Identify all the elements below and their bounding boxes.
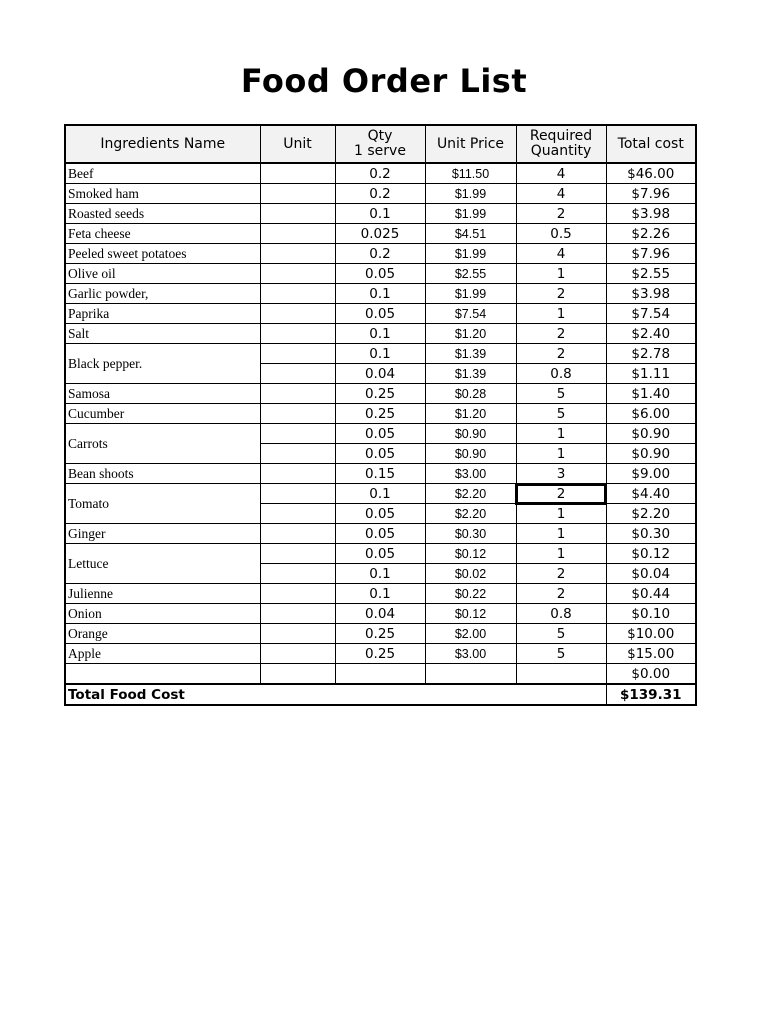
unit-price-cell[interactable]: $1.20 (425, 324, 516, 344)
table-row (65, 384, 696, 404)
qty-per-serve-cell[interactable]: 0.05 (335, 424, 425, 444)
unit-cell[interactable] (260, 344, 335, 364)
total-cost-cell[interactable]: $2.40 (606, 324, 696, 344)
unit-cell[interactable] (260, 604, 335, 624)
total-cost-cell[interactable]: $0.90 (606, 424, 696, 444)
unit-price-cell[interactable] (425, 664, 516, 685)
header-ingredients-name[interactable]: Ingredients Name (65, 125, 260, 163)
header-required-quantity[interactable] (516, 125, 606, 163)
unit-price-cell[interactable]: $1.39 (425, 344, 516, 364)
unit-price-cell[interactable]: $2.00 (425, 624, 516, 644)
header-total-cost[interactable]: Total cost (606, 125, 696, 163)
table-row (65, 404, 696, 424)
ingredient-name-cell[interactable]: Peeled sweet potatoes (65, 244, 260, 264)
unit-price-cell[interactable]: $7.54 (425, 304, 516, 324)
ingredient-name-cell[interactable] (65, 664, 260, 685)
required-quantity-cell[interactable]: 4 (516, 184, 606, 204)
table-row (65, 544, 696, 564)
required-quantity-cell[interactable]: 1 (516, 424, 606, 444)
qty-per-serve-cell[interactable]: 0.2 (335, 244, 425, 264)
total-cost-cell[interactable]: $2.20 (606, 504, 696, 524)
qty-per-serve-cell[interactable]: 0.2 (335, 163, 425, 184)
food-order-table (64, 124, 697, 706)
unit-price-cell[interactable]: $1.39 (425, 364, 516, 384)
ingredient-name-cell[interactable]: Smoked ham (65, 184, 260, 204)
header-qty-line2: 1 serve (354, 143, 406, 159)
unit-price-cell[interactable]: $0.28 (425, 384, 516, 404)
total-cost-cell[interactable]: $10.00 (606, 624, 696, 644)
ingredient-name-cell[interactable]: Ginger (65, 524, 260, 544)
unit-cell[interactable] (260, 384, 335, 404)
qty-per-serve-cell[interactable]: 0.1 (335, 204, 425, 224)
total-cost-cell[interactable]: $2.55 (606, 264, 696, 284)
table-row (65, 224, 696, 244)
unit-cell[interactable] (260, 304, 335, 324)
header-qty-per-serve[interactable] (335, 125, 425, 163)
unit-price-cell[interactable]: $11.50 (425, 163, 516, 184)
header-req-line2: Quantity (530, 143, 592, 159)
ingredient-name-cell[interactable]: Apple (65, 644, 260, 664)
table-row (65, 604, 696, 624)
total-cost-cell[interactable]: $6.00 (606, 404, 696, 424)
qty-per-serve-cell[interactable]: 0.25 (335, 404, 425, 424)
required-quantity-cell[interactable] (516, 664, 606, 685)
qty-per-serve-cell[interactable]: 0.1 (335, 564, 425, 584)
unit-price-cell[interactable]: $0.90 (425, 424, 516, 444)
table-row (65, 244, 696, 264)
unit-cell[interactable] (260, 584, 335, 604)
table-row (65, 344, 696, 364)
qty-per-serve-cell[interactable]: 0.25 (335, 644, 425, 664)
total-cost-cell[interactable]: $0.30 (606, 524, 696, 544)
table-row (65, 424, 696, 444)
ingredient-name-cell[interactable]: Orange (65, 624, 260, 644)
required-quantity-cell[interactable]: 0.8 (516, 604, 606, 624)
required-quantity-cell[interactable]: 0.8 (516, 364, 606, 384)
table-row (65, 284, 696, 304)
table-row (65, 484, 696, 504)
ingredient-name-cell[interactable]: Feta cheese (65, 224, 260, 244)
required-quantity-cell[interactable]: 4 (516, 163, 606, 184)
table-row (65, 464, 696, 484)
qty-per-serve-cell[interactable] (335, 664, 425, 685)
total-cost-cell[interactable]: $46.00 (606, 163, 696, 184)
ingredient-name-cell[interactable]: Cucumber (65, 404, 260, 424)
required-quantity-cell[interactable]: 1 (516, 524, 606, 544)
required-quantity-cell[interactable]: 2 (516, 344, 606, 364)
required-quantity-cell[interactable]: 1 (516, 544, 606, 564)
unit-price-cell[interactable]: $0.90 (425, 444, 516, 464)
required-quantity-cell[interactable]: 1 (516, 304, 606, 324)
total-cost-cell[interactable]: $0.44 (606, 584, 696, 604)
total-cost-cell[interactable]: $0.12 (606, 544, 696, 564)
required-quantity-cell[interactable]: 5 (516, 384, 606, 404)
qty-per-serve-cell[interactable]: 0.05 (335, 504, 425, 524)
qty-per-serve-cell[interactable]: 0.04 (335, 604, 425, 624)
total-row (65, 684, 696, 705)
header-qty-line1: Qty (367, 128, 393, 144)
unit-cell[interactable] (260, 624, 335, 644)
unit-cell[interactable] (260, 324, 335, 344)
ingredient-name-cell[interactable]: Salt (65, 324, 260, 344)
unit-cell[interactable] (260, 184, 335, 204)
unit-cell[interactable] (260, 364, 335, 384)
total-food-cost-label[interactable]: Total Food Cost (65, 684, 606, 705)
unit-price-cell[interactable]: $2.20 (425, 484, 516, 504)
unit-cell[interactable] (260, 163, 335, 184)
total-cost-cell[interactable]: $1.11 (606, 364, 696, 384)
header-unit[interactable]: Unit (260, 125, 335, 163)
unit-cell[interactable] (260, 564, 335, 584)
required-quantity-cell[interactable]: 2 (516, 564, 606, 584)
qty-per-serve-cell[interactable]: 0.25 (335, 624, 425, 644)
ingredient-name-cell[interactable]: Paprika (65, 304, 260, 324)
page-title: Food Order List (240, 62, 528, 100)
unit-price-cell[interactable]: $1.20 (425, 404, 516, 424)
qty-per-serve-cell[interactable]: 0.05 (335, 524, 425, 544)
table-row (65, 644, 696, 664)
table-row (65, 163, 696, 184)
ingredient-name-cell[interactable]: Bean shoots (65, 464, 260, 484)
qty-per-serve-cell[interactable]: 0.1 (335, 324, 425, 344)
qty-per-serve-cell[interactable]: 0.2 (335, 184, 425, 204)
required-quantity-cell[interactable]: 1 (516, 504, 606, 524)
unit-cell[interactable] (260, 264, 335, 284)
ingredient-name-cell[interactable]: Onion (65, 604, 260, 624)
total-cost-cell[interactable]: $1.40 (606, 384, 696, 404)
required-quantity-cell[interactable]: 5 (516, 644, 606, 664)
unit-price-cell[interactable]: $1.99 (425, 244, 516, 264)
total-cost-cell[interactable]: $7.96 (606, 184, 696, 204)
unit-price-cell[interactable]: $0.12 (425, 604, 516, 624)
ingredient-name-cell[interactable]: Roasted seeds (65, 204, 260, 224)
unit-cell[interactable] (260, 524, 335, 544)
total-cost-cell[interactable]: $7.96 (606, 244, 696, 264)
table-row (65, 324, 696, 344)
ingredient-name-cell[interactable]: Julienne (65, 584, 260, 604)
total-cost-cell[interactable]: $0.90 (606, 444, 696, 464)
table-row (65, 264, 696, 284)
unit-cell[interactable] (260, 424, 335, 444)
qty-per-serve-cell[interactable]: 0.25 (335, 384, 425, 404)
unit-price-cell[interactable]: $2.55 (425, 264, 516, 284)
total-cost-cell[interactable]: $0.10 (606, 604, 696, 624)
ingredient-name-cell[interactable]: Tomato (65, 484, 260, 524)
unit-price-cell[interactable]: $0.02 (425, 564, 516, 584)
unit-price-cell[interactable]: $4.51 (425, 224, 516, 244)
table-row (65, 524, 696, 544)
required-quantity-cell[interactable]: 2 (516, 284, 606, 304)
unit-price-cell[interactable]: $2.20 (425, 504, 516, 524)
required-quantity-cell[interactable]: 5 (516, 624, 606, 644)
required-quantity-cell[interactable]: 0.5 (516, 224, 606, 244)
qty-per-serve-cell[interactable]: 0.1 (335, 344, 425, 364)
table-row (65, 304, 696, 324)
unit-price-cell[interactable]: $0.22 (425, 584, 516, 604)
table-row (65, 584, 696, 604)
ingredient-name-cell[interactable]: Black pepper. (65, 344, 260, 384)
qty-per-serve-cell[interactable]: 0.15 (335, 464, 425, 484)
qty-per-serve-cell[interactable]: 0.1 (335, 284, 425, 304)
required-quantity-cell[interactable]: 1 (516, 444, 606, 464)
total-cost-cell[interactable]: $7.54 (606, 304, 696, 324)
header-row (65, 125, 696, 163)
ingredient-name-cell[interactable]: Garlic powder, (65, 284, 260, 304)
total-cost-cell[interactable]: $2.78 (606, 344, 696, 364)
table-row (65, 184, 696, 204)
qty-per-serve-cell[interactable]: 0.1 (335, 484, 425, 504)
unit-cell[interactable] (260, 644, 335, 664)
header-unit-price[interactable]: Unit Price (425, 125, 516, 163)
qty-per-serve-cell[interactable]: 0.1 (335, 584, 425, 604)
required-quantity-cell[interactable]: 2 (516, 324, 606, 344)
qty-per-serve-cell[interactable]: 0.05 (335, 304, 425, 324)
unit-cell[interactable] (260, 544, 335, 564)
total-food-cost-value[interactable]: $139.31 (606, 684, 696, 705)
unit-price-cell[interactable]: $0.12 (425, 544, 516, 564)
required-quantity-cell[interactable]: 1 (516, 264, 606, 284)
unit-price-cell[interactable]: $3.00 (425, 464, 516, 484)
unit-price-cell[interactable]: $1.99 (425, 184, 516, 204)
unit-cell[interactable] (260, 664, 335, 685)
required-quantity-cell[interactable]: 4 (516, 244, 606, 264)
required-quantity-cell[interactable]: 2 (516, 584, 606, 604)
ingredient-name-cell[interactable]: Olive oil (65, 264, 260, 284)
unit-cell[interactable] (260, 484, 335, 504)
required-quantity-cell[interactable]: 2 (516, 484, 606, 504)
unit-price-cell[interactable]: $1.99 (425, 204, 516, 224)
unit-cell[interactable] (260, 204, 335, 224)
qty-per-serve-cell[interactable]: 0.025 (335, 224, 425, 244)
total-cost-cell[interactable]: $4.40 (606, 484, 696, 504)
unit-cell[interactable] (260, 284, 335, 304)
ingredient-name-cell[interactable]: Beef (65, 163, 260, 184)
total-cost-cell[interactable]: $2.26 (606, 224, 696, 244)
qty-per-serve-cell[interactable]: 0.05 (335, 264, 425, 284)
ingredient-name-cell[interactable]: Lettuce (65, 544, 260, 584)
required-quantity-cell[interactable]: 5 (516, 404, 606, 424)
unit-cell[interactable] (260, 244, 335, 264)
ingredient-name-cell[interactable]: Carrots (65, 424, 260, 464)
required-quantity-cell[interactable]: 2 (516, 204, 606, 224)
qty-per-serve-cell[interactable]: 0.04 (335, 364, 425, 384)
unit-cell[interactable] (260, 224, 335, 244)
unit-price-cell[interactable]: $3.00 (425, 644, 516, 664)
header-req-line1: Required (529, 128, 593, 144)
table-row (65, 624, 696, 644)
total-cost-cell[interactable]: $0.04 (606, 564, 696, 584)
unit-cell[interactable] (260, 464, 335, 484)
total-cost-cell[interactable]: $3.98 (606, 284, 696, 304)
unit-cell[interactable] (260, 444, 335, 464)
unit-cell[interactable] (260, 504, 335, 524)
total-cost-cell[interactable]: $15.00 (606, 644, 696, 664)
table-row (65, 664, 696, 685)
qty-per-serve-cell[interactable]: 0.05 (335, 444, 425, 464)
ingredient-name-cell[interactable]: Samosa (65, 384, 260, 404)
table-row (65, 204, 696, 224)
required-quantity-cell[interactable]: 3 (516, 464, 606, 484)
unit-price-cell[interactable]: $0.30 (425, 524, 516, 544)
qty-per-serve-cell[interactable]: 0.05 (335, 544, 425, 564)
total-cost-cell[interactable]: $9.00 (606, 464, 696, 484)
total-cost-cell[interactable]: $3.98 (606, 204, 696, 224)
total-cost-cell[interactable]: $0.00 (606, 664, 696, 685)
unit-cell[interactable] (260, 404, 335, 424)
unit-price-cell[interactable]: $1.99 (425, 284, 516, 304)
